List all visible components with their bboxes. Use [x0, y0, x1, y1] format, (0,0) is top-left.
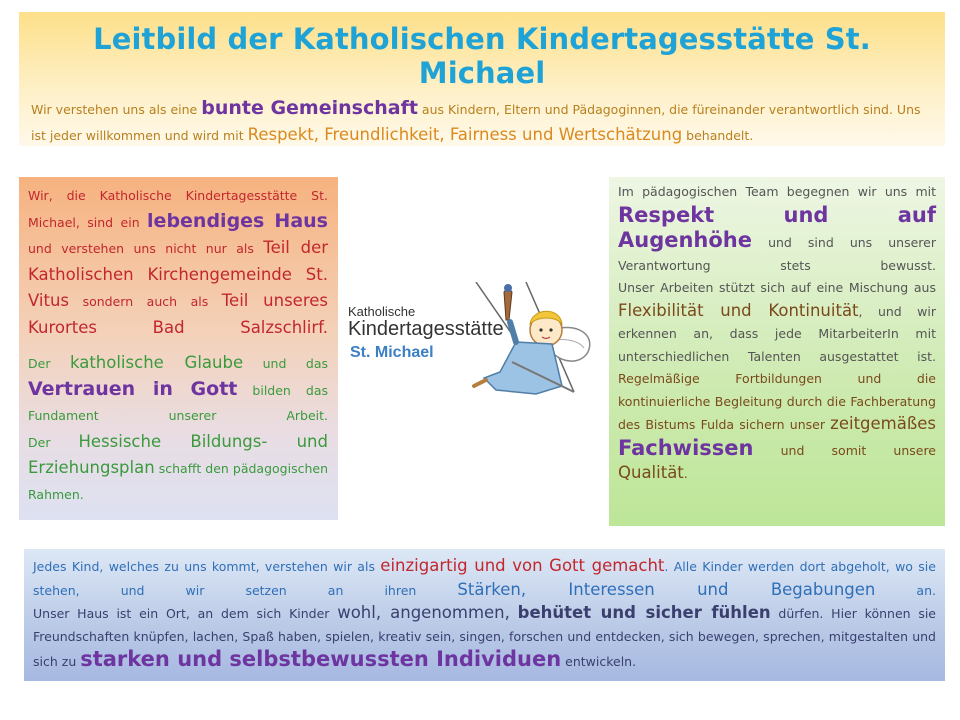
left-paragraph-faith [28, 350, 328, 429]
bottom-text-5: dürfen. Hier können sie Freundschaften knüpfen, lachen, Spaß haben, spielen, kreativ sein, singen, forschen und entdecken, sich bewegen, sprechen, mitgestalten und sich zu [33, 606, 936, 669]
right-text-7: . [683, 466, 688, 481]
right-highlight-flexibility: Flexibilität und Kontinuität [618, 300, 859, 320]
right-text-6: und somit unsere [753, 442, 936, 458]
logo-line-2: Kindertagesstätte [348, 318, 504, 340]
left-highlight-town: Teil unseres Kurortes Bad Salzschlirf. [28, 291, 328, 337]
angel-on-swing-icon [456, 282, 606, 406]
bottom-paragraph-child [33, 555, 936, 602]
bottom-highlight-unique: einzigartig und von Gott gemacht [380, 556, 665, 575]
bottom-panel [24, 549, 945, 681]
right-highlight-modern: zeitgemäßes [830, 414, 936, 433]
logo-line-3: St. Michael [350, 344, 434, 361]
bottom-text-2: . Alle Kinder werden dort abgeholt, wo sie stehen, und wir setzen an ihren [33, 559, 936, 598]
right-paragraph-work [618, 277, 936, 368]
bottom-highlight-welcome: wohl, angenommen, [337, 603, 510, 622]
bottom-text-3: an. [875, 582, 936, 598]
bottom-highlight-safe: behütet und sicher fühlen [517, 603, 771, 622]
left-paragraph-plan [28, 429, 328, 508]
left-text-7: Der [28, 434, 79, 450]
logo-line-1: Katholische [348, 304, 416, 319]
left-text-3: sondern auch als [69, 294, 222, 309]
right-paragraph-training [618, 368, 936, 486]
left-text-2: und verstehen uns nicht nur als [28, 241, 264, 256]
right-highlight-respect: Respekt und auf Augenhöhe [618, 202, 936, 252]
left-highlight-trust: Vertrauen in Gott [28, 377, 238, 400]
header-highlight-community: bunte Gemeinschaft [201, 97, 418, 119]
bottom-paragraph-house [33, 602, 936, 674]
right-highlight-quality: Qualität [618, 463, 684, 482]
left-highlight-parish: Teil der Katholischen Kirchengemeinde St. Vitus [28, 238, 328, 310]
right-text-4: , und wir erkennen an, dass jede MitarbeiterIn mit unterschiedlichen Talenten ausgestattet ist. [618, 303, 936, 364]
right-highlight-knowledge: Fachwissen [618, 435, 754, 460]
bottom-highlight-individuals: starken und selbstbewussten Individuen [80, 647, 562, 671]
right-panel [609, 177, 945, 526]
left-panel [19, 177, 338, 520]
kita-logo [348, 282, 606, 406]
header-highlight-values: Respekt, Freundlichkeit, Fairness und Wertschätzung [247, 125, 683, 144]
header-text-2: aus Kindern, Eltern und Pädagoginnen, die füreinander verantwortlich sind. Uns ist jeder willkommen und wird mit [31, 102, 921, 143]
bottom-text-6: entwickeln. [561, 654, 637, 669]
left-text-8: schafft den pädagogischen Rahmen. [28, 461, 328, 502]
left-text-4: Der [28, 356, 70, 371]
left-highlight-faith: katholische Glaube [69, 353, 244, 372]
left-paragraph-house [28, 183, 328, 341]
left-text-1: Wir, die Katholische Kindertagesstätte St. Michael, sind ein [28, 188, 328, 230]
header-text-3: behandelt. [682, 128, 754, 143]
header-text-1: Wir verstehen uns als eine [31, 102, 202, 117]
right-text-5: Regelmäßige Fortbildungen und die kontinuierliche Begleitung durch die Fachberatung des Bistums Fulda sichern unser [618, 371, 936, 432]
right-text-1: Im pädagogischen Team begegnen wir uns mit [618, 184, 936, 199]
right-paragraph-team [618, 181, 936, 277]
left-text-5: und das [243, 356, 328, 371]
bottom-highlight-strengths: Stärken, Interessen und Begabungen [457, 579, 876, 599]
bottom-text-4: Unser Haus ist ein Ort, an dem sich Kinder [33, 606, 338, 621]
header-panel [19, 12, 945, 146]
page-title: Leitbild der Katholischen Kindertagesstätte St. Michael [93, 22, 871, 90]
bottom-text-space [510, 606, 518, 621]
bottom-text-1: Jedes Kind, welches zu uns kommt, verstehen wir als [33, 559, 381, 574]
right-text-3: Unser Arbeiten stützt sich auf eine Mischung aus [618, 280, 936, 295]
left-text-6: bilden das Fundament unserer Arbeit. [28, 382, 329, 423]
right-text-2: und sind uns unserer Verantwortung stets bewusst. [618, 235, 936, 273]
header-intro [31, 96, 933, 148]
left-highlight-house: lebendiges Haus [147, 209, 328, 232]
left-highlight-plan: Hessische Bildungs- und Erziehungsplan [28, 431, 328, 477]
